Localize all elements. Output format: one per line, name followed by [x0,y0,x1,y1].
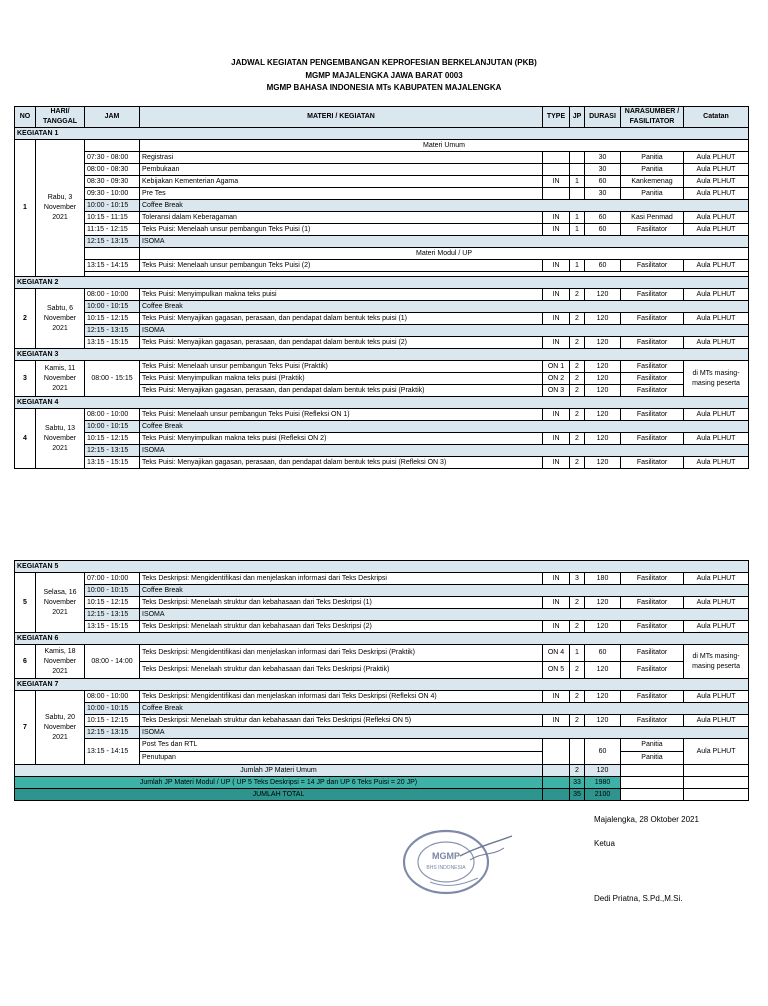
empty-cell [85,140,140,152]
table-row [15,739,749,752]
catatan-cell: Aula PLHUT [684,573,749,585]
break-label: ISOMA [140,727,749,739]
break-label: Coffee Break [140,301,749,313]
catatan-cell: Aula PLHUT [684,289,749,301]
svg-text:BHS INDONESIA: BHS INDONESIA [426,865,466,871]
break-row [15,585,749,597]
materi-cell: Teks Puisi: Menyajikan gagasan, perasaan, dan pendapat dalam bentuk teks puisi (1) [140,313,543,325]
materi-cell: Teks Puisi: Menyajikan gagasan, perasaan, dan pendapat dalam bentuk teks puisi (Praktik) [140,385,543,397]
durasi-cell: 60 [585,739,621,765]
jam-cell: 07:00 - 10:00 [85,573,140,585]
narasumber-cell: Fasilitator [621,224,684,236]
durasi-cell: 120 [585,385,621,397]
break-label: ISOMA [140,445,749,457]
jam-cell: 08:00 - 08:30 [85,164,140,176]
catatan-cell: di MTs masing-masing peserta [684,645,749,679]
jam-cell: 12:15 - 13:15 [85,445,140,457]
materi-cell: Teks Puisi: Menyimpulkan makna teks puisi (Praktik) [140,373,543,385]
narasumber-cell: Fasilitator [621,373,684,385]
section-row [15,561,749,573]
signer-role: Ketua [594,839,615,848]
row-day: Sabtu, 6 November 2021 [36,289,85,349]
table-row [15,433,749,445]
total-durasi: 120 [585,765,621,777]
table-row [15,457,749,469]
table-row [15,164,749,176]
jp-cell [570,164,585,176]
table-row [15,260,749,272]
jam-cell: 10:00 - 10:15 [85,585,140,597]
col-hari: HARI/ TANGGAL [36,107,85,128]
section-label: KEGIATAN 1 [15,128,749,140]
materi-cell: Teks Puisi: Menelaah unsur pembangun Teks Puisi (Praktik) [140,361,543,373]
schedule-table-1 [14,106,749,469]
durasi-cell: 120 [585,433,621,445]
empty-cell [543,789,570,801]
row-no: 7 [15,691,36,765]
catatan-cell: Aula PLHUT [684,715,749,727]
narasumber-cell: Panitia [621,739,684,752]
durasi-cell: 30 [585,152,621,164]
type-cell: IN [543,313,570,325]
svg-text:MGMP: MGMP [432,851,460,861]
break-label: Coffee Break [140,200,749,212]
jp-cell: 3 [570,573,585,585]
jam-cell: 10:15 - 12:15 [85,313,140,325]
materi-cell: Teks Deskripsi: Mengidentifikasi dan menjelaskan informasi dari Teks Deskripsi [140,573,543,585]
row-no: 5 [15,573,36,633]
break-row [15,609,749,621]
table-row [15,140,749,152]
section-label: KEGIATAN 4 [15,397,749,409]
narasumber-cell: Fasilitator [621,409,684,421]
break-row [15,325,749,337]
catatan-cell: Aula PLHUT [684,337,749,349]
col-jam: JAM [85,107,140,128]
narasumber-cell: Fasilitator [621,289,684,301]
type-cell: IN [543,597,570,609]
break-label: ISOMA [140,325,749,337]
break-row [15,301,749,313]
narasumber-cell: Kankemenag [621,176,684,188]
narasumber-cell: Fasilitator [621,385,684,397]
table-row [15,361,749,373]
total-jp: 2 [570,765,585,777]
jp-cell [570,188,585,200]
jam-cell: 10:00 - 10:15 [85,421,140,433]
empty-cell [621,789,684,801]
subsection-label: Materi Umum [140,140,749,152]
jp-cell: 2 [570,409,585,421]
table-row [15,188,749,200]
jp-cell [570,152,585,164]
durasi-cell: 60 [585,224,621,236]
durasi-cell: 60 [585,260,621,272]
type-cell: IN [543,691,570,703]
type-cell: IN [543,621,570,633]
materi-cell: Teks Deskripsi: Mengidentifikasi dan menjelaskan informasi dari Teks Deskripsi (Refleksi ON 4) [140,691,543,703]
break-row [15,200,749,212]
catatan-cell: Aula PLHUT [684,739,749,765]
break-label: Coffee Break [140,703,749,715]
total-jp: 33 [570,777,585,789]
break-label: ISOMA [140,236,749,248]
row-day: Rabu, 3 November 2021 [36,140,85,277]
section-label: KEGIATAN 7 [15,679,749,691]
narasumber-cell: Fasilitator [621,433,684,445]
durasi-cell: 120 [585,662,621,679]
col-catatan: Catatan [684,107,749,128]
jp-cell: 2 [570,385,585,397]
col-no: NO [15,107,36,128]
empty-cell [543,777,570,789]
table-row [15,573,749,585]
section-row [15,397,749,409]
jam-cell: 12:15 - 13:15 [85,727,140,739]
doc-title-3: MGMP BAHASA INDONESIA MTs KABUPATEN MAJALENGKA [266,83,502,92]
jam-cell: 12:15 - 13:15 [85,325,140,337]
break-row [15,421,749,433]
total-durasi: 1980 [585,777,621,789]
jp-cell: 2 [570,361,585,373]
narasumber-cell: Fasilitator [621,361,684,373]
type-cell: IN [543,212,570,224]
catatan-cell: Aula PLHUT [684,224,749,236]
type-cell: IN [543,260,570,272]
narasumber-cell: Fasilitator [621,662,684,679]
jam-cell: 08:00 - 10:00 [85,691,140,703]
break-row [15,236,749,248]
materi-cell: Post Tes dan RTL [140,739,543,752]
materi-cell: Teks Puisi: Menelaah unsur pembangun Teks Puisi (2) [140,260,543,272]
jp-cell: 2 [570,715,585,727]
materi-cell: Teks Puisi: Menelaah unsur pembangun Teks Puisi (1) [140,224,543,236]
materi-cell: Toleransi dalam Keberagaman [140,212,543,224]
materi-cell: Teks Puisi: Menelaah unsur pembangun Teks Puisi (Refleksi ON 1) [140,409,543,421]
materi-cell: Teks Puisi: Menyajikan gagasan, perasaan, dan pendapat dalam bentuk teks puisi (Refleksi ON 3) [140,457,543,469]
break-row [15,727,749,739]
durasi-cell: 120 [585,361,621,373]
type-cell [543,739,570,765]
catatan-cell: Aula PLHUT [684,212,749,224]
catatan-cell: Aula PLHUT [684,597,749,609]
section-row [15,679,749,691]
jam-cell: 10:15 - 12:15 [85,715,140,727]
materi-cell: Teks Puisi: Menyimpulkan makna teks puisi (Refleksi ON 2) [140,433,543,445]
type-cell [543,188,570,200]
durasi-cell: 120 [585,597,621,609]
materi-cell: Registrasi [140,152,543,164]
section-label: KEGIATAN 2 [15,277,749,289]
jp-cell: 1 [570,224,585,236]
narasumber-cell: Fasilitator [621,621,684,633]
catatan-cell: Aula PLHUT [684,260,749,272]
empty-cell [543,765,570,777]
col-durasi: DURASI [585,107,621,128]
catatan-cell: Aula PLHUT [684,457,749,469]
official-stamp [400,826,518,896]
row-day: Kamis, 18 November 2021 [36,645,85,679]
catatan-cell: di MTs masing-masing peserta [684,361,749,397]
catatan-cell: Aula PLHUT [684,409,749,421]
col-type: TYPE [543,107,570,128]
subsection-label: Materi Modul / UP [140,248,749,260]
type-cell: IN [543,176,570,188]
section-label: KEGIATAN 5 [15,561,749,573]
jp-cell: 2 [570,313,585,325]
materi-cell: Teks Deskripsi: Mengidentifikasi dan menjelaskan informasi dari Teks Deskripsi (Praktik) [140,645,543,662]
narasumber-cell: Panitia [621,152,684,164]
durasi-cell: 120 [585,457,621,469]
empty-cell [85,248,140,260]
jam-cell: 13:15 - 15:15 [85,337,140,349]
col-materi: MATERI / KEGIATAN [140,107,543,128]
doc-title-1: JADWAL KEGIATAN PENGEMBANGAN KEPROFESIAN BERKELANJUTAN (PKB) [231,58,537,67]
place-date: Majalengka, 28 Oktober 2021 [594,815,699,824]
row-day: Sabtu, 13 November 2021 [36,409,85,469]
total-jp: 35 [570,789,585,801]
signer-name: Dedi Priatna, S.Pd.,M.Si. [594,894,683,903]
table-row [15,224,749,236]
narasumber-cell: Fasilitator [621,260,684,272]
section-label: KEGIATAN 6 [15,633,749,645]
jp-cell: 2 [570,691,585,703]
jp-cell: 2 [570,337,585,349]
type-cell: IN [543,457,570,469]
type-cell: IN [543,289,570,301]
type-cell [543,152,570,164]
table-row [15,621,749,633]
materi-cell: Penutupan [140,752,543,765]
table-row [15,409,749,421]
jam-cell: 10:00 - 10:15 [85,200,140,212]
narasumber-cell: Fasilitator [621,715,684,727]
materi-cell: Teks Deskripsi: Menelaah struktur dan kebahasaan dari Teks Deskripsi (Praktik) [140,662,543,679]
table-row [15,715,749,727]
doc-title-2: MGMP MAJALENGKA JAWA BARAT 0003 [305,71,463,80]
durasi-cell: 30 [585,188,621,200]
jam-cell: 08:00 - 14:00 [85,645,140,679]
durasi-cell: 120 [585,621,621,633]
durasi-cell: 180 [585,573,621,585]
type-cell: IN [543,433,570,445]
durasi-cell: 60 [585,645,621,662]
durasi-cell: 60 [585,212,621,224]
jam-cell: 13:15 - 14:15 [85,260,140,272]
jp-cell: 2 [570,433,585,445]
table-row [15,212,749,224]
jam-cell: 10:15 - 12:15 [85,433,140,445]
table-row [15,597,749,609]
jam-cell: 08:30 - 09:30 [85,176,140,188]
row-day: Sabtu, 20 November 2021 [36,691,85,765]
table-row [15,691,749,703]
materi-cell: Teks Puisi: Menyimpulkan makna teks puisi [140,289,543,301]
jam-cell: 08:00 - 10:00 [85,289,140,301]
type-cell: ON 1 [543,361,570,373]
row-no: 3 [15,361,36,397]
catatan-cell: Aula PLHUT [684,176,749,188]
jp-cell [570,739,585,765]
empty-cell [621,777,684,789]
jp-cell: 1 [570,176,585,188]
materi-cell: Teks Deskripsi: Menelaah struktur dan kebahasaan dari Teks Deskripsi (2) [140,621,543,633]
row-day: Kamis, 11 November 2021 [36,361,85,397]
break-label: ISOMA [140,609,749,621]
type-cell: ON 4 [543,645,570,662]
jp-cell: 1 [570,212,585,224]
materi-cell: Teks Deskripsi: Menelaah struktur dan kebahasaan dari Teks Deskripsi (1) [140,597,543,609]
table-row [15,645,749,662]
table-header-row [15,107,749,128]
narasumber-cell: Fasilitator [621,597,684,609]
jam-cell: 08:00 - 10:00 [85,409,140,421]
row-no: 1 [15,140,36,277]
jp-cell: 2 [570,597,585,609]
row-no: 6 [15,645,36,679]
jam-cell: 07:30 - 08:00 [85,152,140,164]
table-row [15,152,749,164]
section-row [15,128,749,140]
durasi-cell: 120 [585,691,621,703]
type-cell [543,164,570,176]
table-row [15,176,749,188]
narasumber-cell: Panitia [621,188,684,200]
narasumber-cell: Fasilitator [621,573,684,585]
empty-cell [684,789,749,801]
durasi-cell: 60 [585,176,621,188]
total-row-modul [15,777,749,789]
jam-cell: 09:30 - 10:00 [85,188,140,200]
total-durasi: 2100 [585,789,621,801]
narasumber-cell: Fasilitator [621,457,684,469]
jam-cell: 10:00 - 10:15 [85,703,140,715]
section-label: KEGIATAN 3 [15,349,749,361]
row-day: Selasa, 16 November 2021 [36,573,85,633]
jp-cell: 2 [570,457,585,469]
break-row [15,703,749,715]
durasi-cell: 120 [585,373,621,385]
table-row [15,313,749,325]
section-row [15,349,749,361]
jp-cell: 2 [570,662,585,679]
jam-cell: 12:15 - 13:15 [85,236,140,248]
narasumber-cell: Fasilitator [621,337,684,349]
total-row-umum [15,765,749,777]
narasumber-cell: Kasi Penmad [621,212,684,224]
durasi-cell: 120 [585,289,621,301]
empty-cell [621,765,684,777]
jp-cell: 2 [570,373,585,385]
type-cell: ON 3 [543,385,570,397]
jam-cell: 12:15 - 13:15 [85,609,140,621]
col-narasumber: NARASUMBER / FASILITATOR [621,107,684,128]
table-row [15,289,749,301]
durasi-cell: 30 [585,164,621,176]
col-jp: JP [570,107,585,128]
jam-cell: 10:15 - 12:15 [85,597,140,609]
break-label: Coffee Break [140,421,749,433]
catatan-cell: Aula PLHUT [684,164,749,176]
row-no: 4 [15,409,36,469]
total-label: Jumlah JP Materi Modul / UP ( UP 5 Teks Deskripsi = 14 JP dan UP 6 Teks Puisi = 20 JP) [15,777,543,789]
jp-cell: 1 [570,260,585,272]
jam-cell: 13:15 - 14:15 [85,739,140,765]
catatan-cell: Aula PLHUT [684,691,749,703]
section-row [15,277,749,289]
type-cell: IN [543,409,570,421]
catatan-cell: Aula PLHUT [684,152,749,164]
durasi-cell: 120 [585,715,621,727]
break-label: Coffee Break [140,585,749,597]
catatan-cell: Aula PLHUT [684,621,749,633]
catatan-cell: Aula PLHUT [684,433,749,445]
section-row [15,633,749,645]
type-cell: IN [543,573,570,585]
jp-cell: 2 [570,289,585,301]
type-cell: ON 5 [543,662,570,679]
total-row-all [15,789,749,801]
catatan-cell: Aula PLHUT [684,313,749,325]
total-label: Jumlah JP Materi Umum [15,765,543,777]
table-row [15,248,749,260]
break-row [15,445,749,457]
durasi-cell: 120 [585,313,621,325]
materi-cell: Pre Tes [140,188,543,200]
type-cell: IN [543,715,570,727]
total-label: JUMLAH TOTAL [15,789,543,801]
type-cell: ON 2 [543,373,570,385]
materi-cell: Kebijakan Kementerian Agama [140,176,543,188]
schedule-table-2 [14,560,749,801]
row-no: 2 [15,289,36,349]
jam-cell: 10:15 - 11:15 [85,212,140,224]
jam-cell: 13:15 - 15:15 [85,621,140,633]
narasumber-cell: Fasilitator [621,691,684,703]
jam-cell: 10:00 - 10:15 [85,301,140,313]
empty-cell [684,777,749,789]
narasumber-cell: Panitia [621,752,684,765]
narasumber-cell: Panitia [621,164,684,176]
narasumber-cell: Fasilitator [621,645,684,662]
empty-cell [684,765,749,777]
materi-cell: Pembukaan [140,164,543,176]
materi-cell: Teks Puisi: Menyajikan gagasan, perasaan, dan pendapat dalam bentuk teks puisi (2) [140,337,543,349]
durasi-cell: 120 [585,409,621,421]
durasi-cell: 120 [585,337,621,349]
type-cell: IN [543,337,570,349]
narasumber-cell: Fasilitator [621,313,684,325]
jam-cell: 11:15 - 12:15 [85,224,140,236]
jam-cell: 08:00 - 15:15 [85,361,140,397]
table-row [15,337,749,349]
materi-cell: Teks Deskripsi: Menelaah struktur dan kebahasaan dari Teks Deskripsi (Refleksi ON 5) [140,715,543,727]
jp-cell: 1 [570,645,585,662]
jp-cell: 2 [570,621,585,633]
jam-cell: 13:15 - 15:15 [85,457,140,469]
catatan-cell: Aula PLHUT [684,188,749,200]
type-cell: IN [543,224,570,236]
